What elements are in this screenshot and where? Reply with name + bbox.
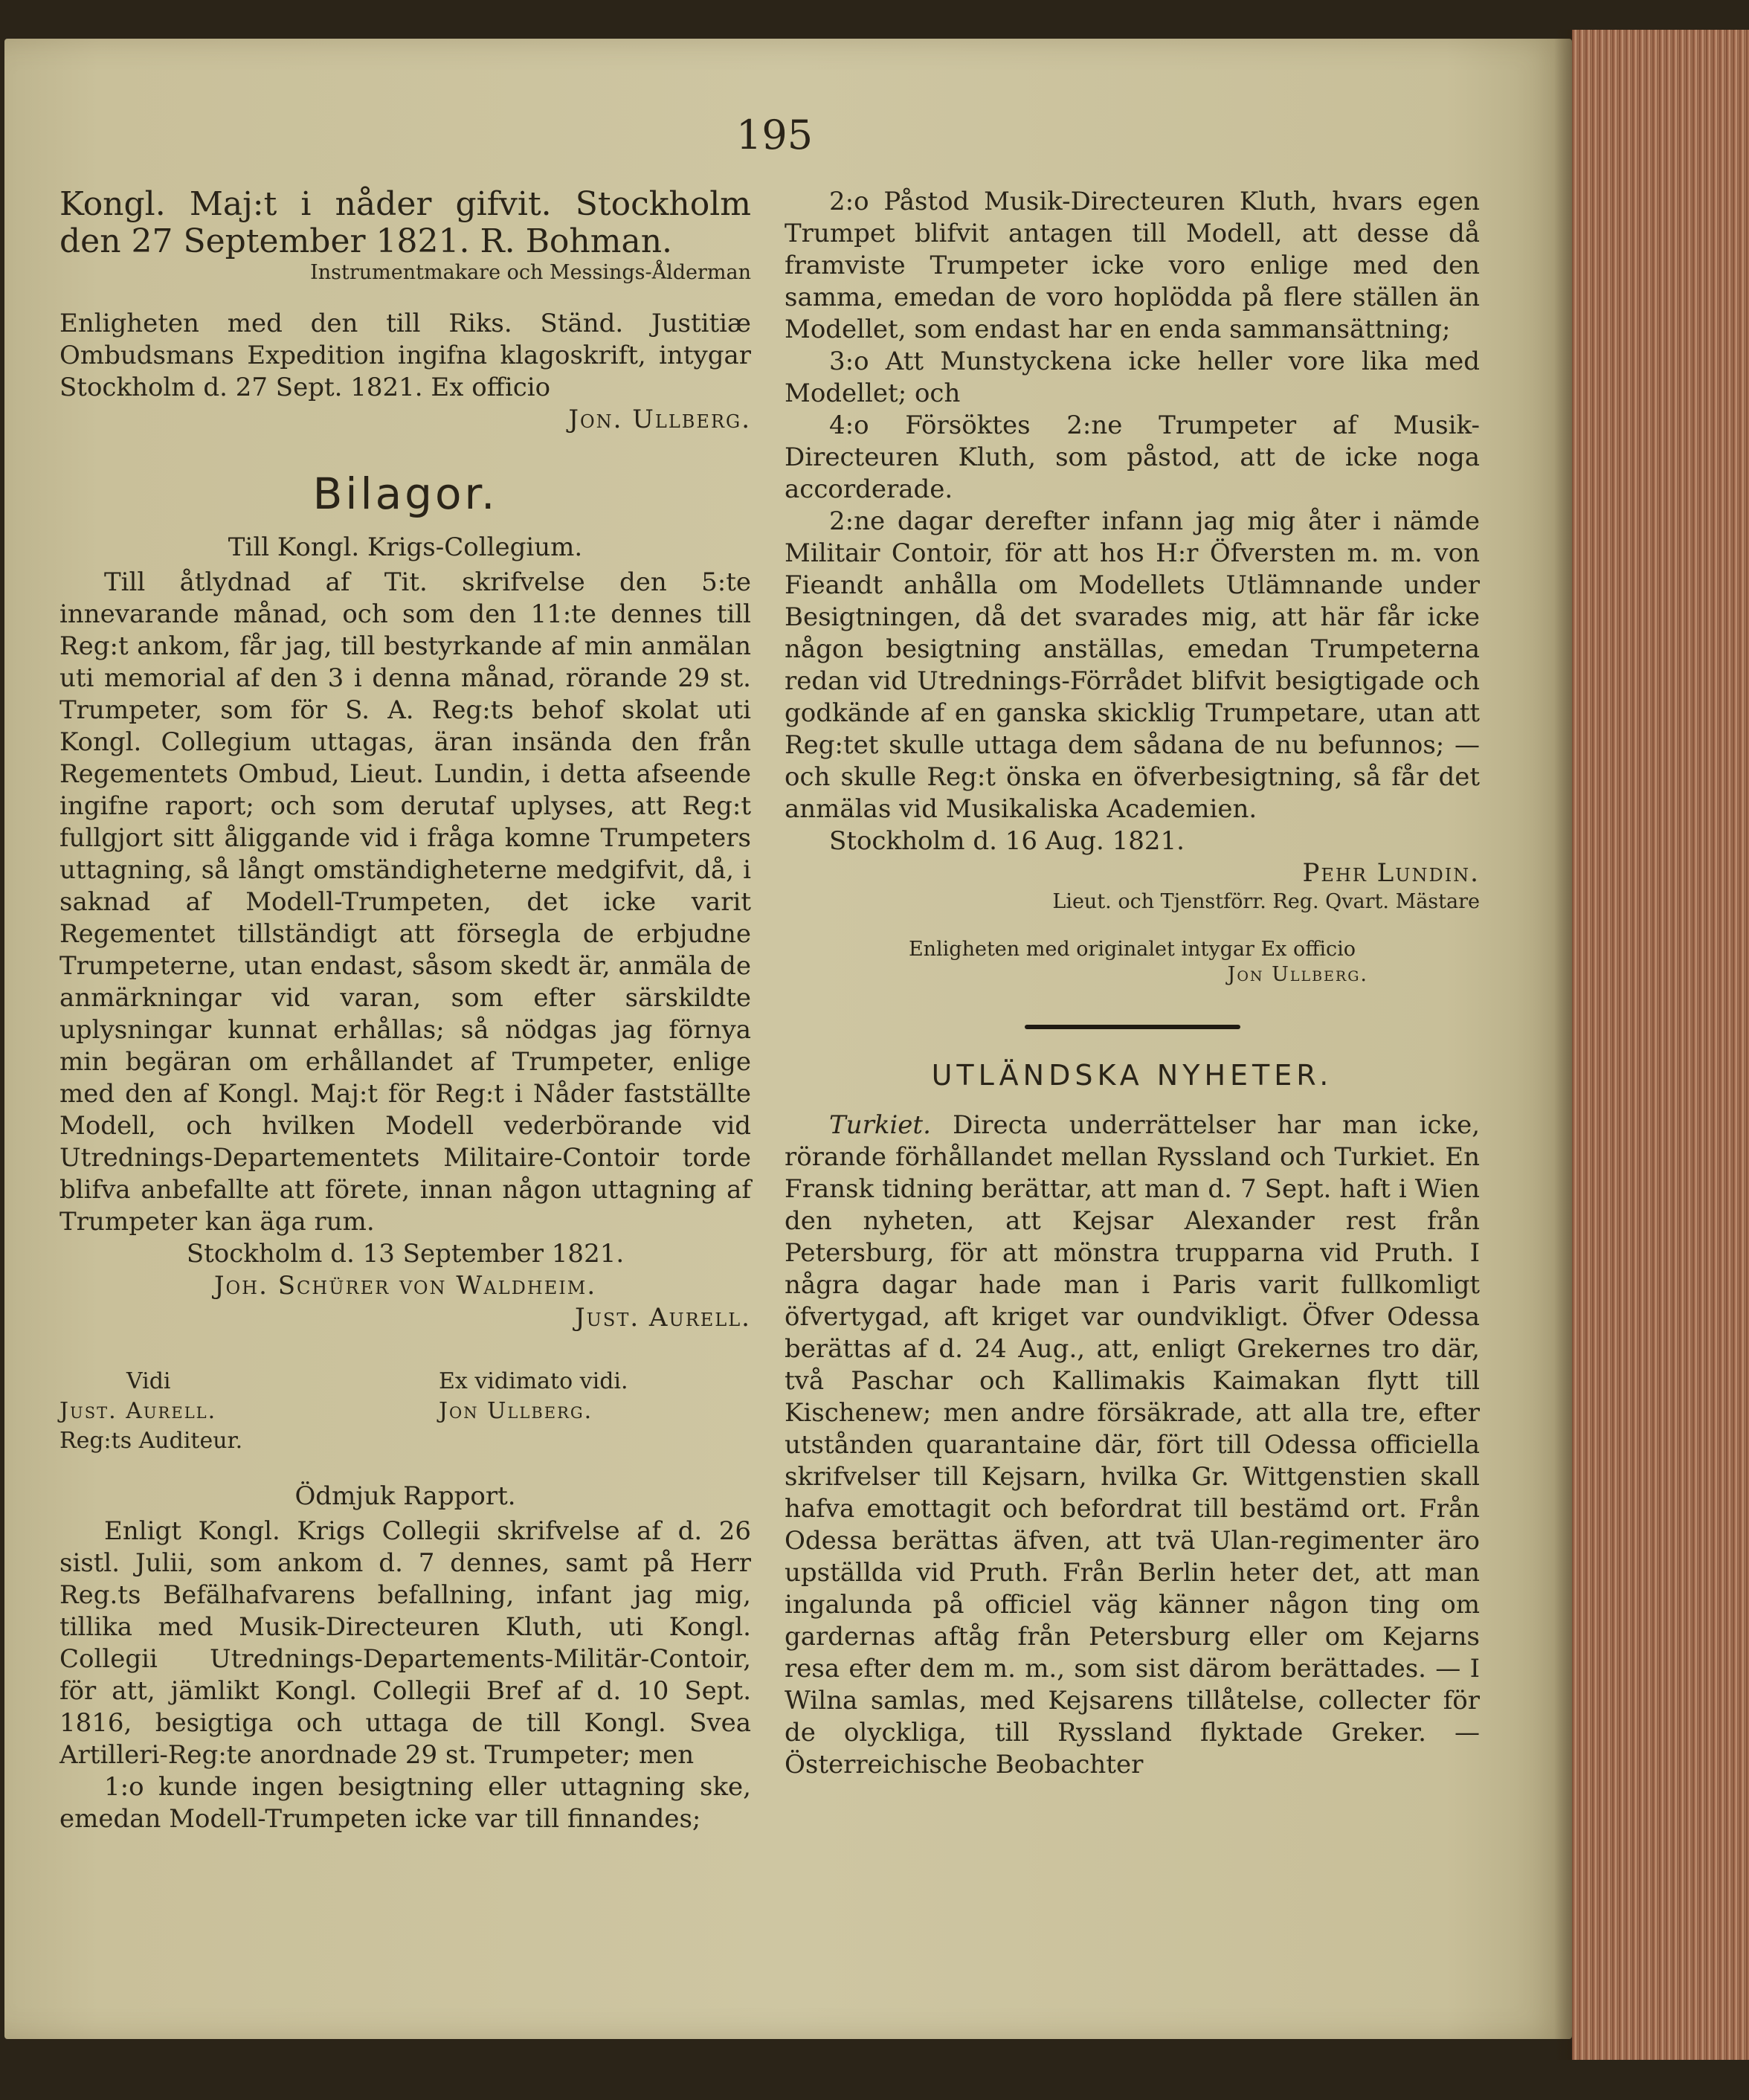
left-column [59,186,751,1835]
signature-lundin: Pehr Lundin. [1302,858,1480,888]
report-point-2: 2:o Påstod Musik-Directeuren Kluth, hvars egen Trumpet blifvit antagen till Modell, att desse då framviste Trumpeter icke voro enlige med den samma, emedan de voro hoplödda på flere ställen än Modellet, som endast har en enda sammansättning; [785,187,1480,344]
ex-vidimato-signature: Jon Ullberg. [439,1398,593,1424]
vidi-signature: Just. Aurell. [59,1398,217,1424]
report-dateline: Stockholm d. 16 Aug. 1821. [829,826,1185,856]
report-point-3: 3:o Att Munstyckena icke heller vore lika med Modellet; och [785,347,1480,408]
addressee-heading: Till Kongl. Krigs-Collegium. [228,532,583,562]
report-body: Enligt Kongl. Krigs Collegii skrifvelse af d. 26 sistl. Julii, som ankom d. 7 dennes, samt på Herr Reg.ts Befälhafvarens befallning, infant jag mig, tillika med Musik-Directeuren Kluth, uti Kongl. Collegii Utrednings-Departements-Militär-Contoir, för att, jämlikt Kongl. Collegii Bref af d. 10 Sept. 1816, besigtiga och uttaga de till Kongl. Svea Artilleri-Reg:te anordnade 29 st. Trumpeter; men [59,1516,751,1770]
news-turkiet-body: Directa underrättelser har man icke, rörande förhållandet mellan Ryssland och Turkiet. En Fransk tidning berättar, att man d. 7 Sept. haft i Wien den nyheten, att Kejsar Alexander rest från Petersburg, för att mönstra trupparna vid Pruth. I några dagar hade man i Paris varit fullkomligt öfvertygad, aft kriget var oundvikligt. Öfver Odessa berättas af d. 24 Aug., att, enligt Grekernes tro där, två Paschar och Kallimakis Kaimakan flytt till Kischenew; men andre försäkrade, att alla tre, efter utstånden quarantaine där, fört till Odessa officiella skrifvelser till Kejsarn, hvilka Gr. Wittgenstien skall hafva emottagit och befordrat till bestämd ort. Från Odessa berättas äfven, att tvä Ulan-regimenter äro upställda vid Pruth. Från Berlin heter det, att man ingalunda på officiel väg känner någon ting om gardernas aftåg från Petersburg eller om Kejarns resa efter dem m. m., som sist därom berättades. — I Wilna samlas, med Kejsarens tillåtelse, collecter för de olyckliga, till Ryssland flyktade Greker. — Österreichische Beobachter [785,1110,1481,1779]
original-certification: Enligheten med originalet intygar Ex officio [908,938,1356,961]
right-column [785,186,1480,1781]
vidi-right [439,1367,751,1456]
vidi-left [59,1367,372,1456]
section-divider [1025,1025,1240,1029]
ombudsman-certification: Enligheten med den till Riks. Ständ. Justitiæ Ombudsmans Expedition ingifna klagoskrift, intygar Stockholm d. 27 Sept. 1821. Ex officio [59,309,751,402]
signature-ullberg: Jon. Ullberg. [568,405,751,434]
royal-decree-closing: Kongl. Maj:t i nåder gifvit. Stockholm den 27 September 1821. R. Bohman. [59,185,751,260]
section-heading-bilagor: Bilagor. [312,468,498,519]
vidi-title: Reg:ts Auditeur. [59,1428,243,1454]
ex-vidimato: Ex vidimato vidi. [439,1368,628,1394]
vidi-label: Vidi [126,1368,171,1394]
page-number: 195 [736,112,814,158]
vidi-block [59,1367,751,1456]
news-turkiet [785,1109,1480,1781]
news-dateline-turkiet: Turkiet. [829,1110,931,1140]
signature-aurell: Just. Aurell. [575,1303,751,1333]
book-fore-edge [1572,30,1749,2060]
signature-ullberg-2: Jon Ullberg. [1227,963,1368,986]
lundin-title: Lieut. och Tjenstförr. Reg. Qvart. Mästare [1052,890,1480,913]
letter-dateline: Stockholm d. 13 September 1821. [186,1239,625,1269]
report-followup: 2:ne dagar derefter infann jag mig åter i nämde Militair Contoir, för att hos H:r Öfversten m. m. von Fieandt anhålla om Modellets Utlämnande under Besigtningen, då det svarades mig, att här får icke någon besigtning anställas, emedan Trumpeterna redan vid Utrednings-Förrådet blifvit besigtigade och godkände af en ganska skicklig Trumpetare, utan att Reg:tet skulle uttaga dem sådana de nu befunnos; — och skulle Reg:t önska en öfverbesigtning, så får det anmälas vid Musikaliska Academien. [785,506,1480,824]
signature-schurer: Joh. Schürer von Waldheim. [213,1271,597,1301]
report-point-1: 1:o kunde ingen besigtning eller uttagning ske, emedan Modell-Trumpeten icke var till finnandes; [59,1772,751,1834]
report-heading: Ödmjuk Rapport. [294,1481,516,1511]
letter-body: Till åtlydnad af Tit. skrifvelse den 5:te innevarande månad, och som den 11:te dennes till Reg:t ankom, får jag, till bestyrkande af min anmälan uti memorial af den 3 i denna månad, rörande 29 st. Trumpeter, som för S. A. Reg:ts behof skolat uti Kongl. Collegium uttagas, äran insända den från Regementets Ombud, Lieut. Lundin, i detta afseende ingifne raport; och som derutaf uplyses, att Reg:t fullgjort sitt åliggande vid i fråga komne Trumpeters uttagning, så långt omständigheterne medgifvit, då, i saknad af Modell-Trumpeten, det icke varit Regementet tillständigt att försegla de erbjudne Trumpeterne, utan endast, såsom skedt är, anmäla de anmärkningar vid varan, som efter särskildte uplysningar kunnat erhållas; så nödgas jag förnya min begäran om erhållandet af Trumpeter, enlige med den af Kongl. Maj:t för Reg:t i Nåder fastställte Modell, och hvilken Modell vederbörande vid Utrednings-Departementets Militaire-Contoir torde blifva anbefallte att förete, innan någon uttagning af Trumpeter kan äga rum. [59,567,751,1237]
report-point-4: 4:o Försöktes 2:ne Trumpeter af Musik-Directeuren Kluth, som påstod, att de icke noga accorderade. [785,410,1480,504]
section-heading-foreign-news: UTLÄNDSKA NYHETER. [931,1059,1333,1092]
bohman-title: Instrumentmakare och Messings-Ålderman [310,261,751,284]
